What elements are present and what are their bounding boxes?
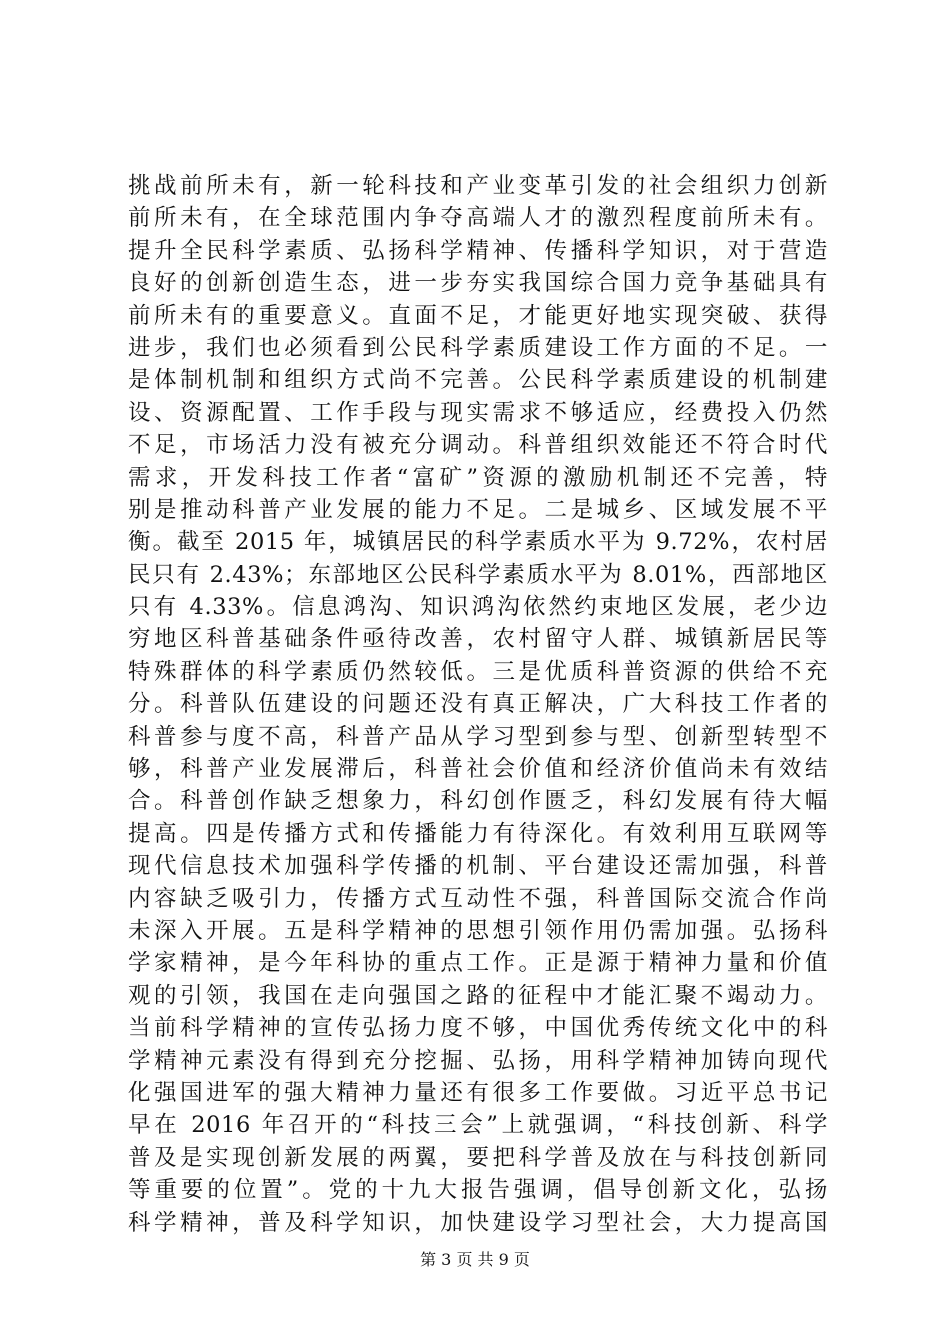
text-line: 只有 4.33%。信息鸿沟、知识鸿沟依然约束地区发展，老少边	[128, 594, 828, 621]
body-text	[128, 170, 828, 1239]
text-line: 等重要的位置”。党的十九大报告强调，倡导创新文化，弘扬	[128, 1177, 828, 1204]
text-line: 挑战前所未有，新一轮科技和产业变革引发的社会组织力创新	[128, 173, 828, 199]
text-line: 学家精神，是今年科协的重点工作。正是源于精神力量和价值	[128, 950, 828, 977]
text-line: 是体制机制和组织方式尚不完善。公民科学素质建设的机制建	[128, 367, 828, 394]
text-line: 未深入开展。五是科学精神的思想引领作用仍需加强。弘扬科	[128, 917, 828, 944]
text-line: 观的引领，我国在走向强国之路的征程中才能汇聚不竭动力。	[128, 982, 828, 1009]
text-line: 提高。四是传播方式和传播能力有待深化。有效利用互联网等	[128, 820, 828, 847]
text-line: 内容缺乏吸引力，传播方式互动性不强，科普国际交流合作尚	[128, 885, 828, 912]
text-line: 设、资源配置、工作手段与现实需求不够适应，经费投入仍然	[128, 399, 828, 426]
text-line: 学精神元素没有得到充分挖掘、弘扬，用科学精神加铸向现代	[128, 1047, 828, 1074]
text-line: 分。科普队伍建设的问题还没有真正解决，广大科技工作者的	[128, 691, 828, 718]
text-line: 科学精神，普及科学知识，加快建设学习型社会，大力提高国	[128, 1209, 828, 1236]
text-line: 需求，开发科技工作者“富矿”资源的激励机制还不完善，特	[128, 464, 828, 491]
text-line: 合。科普创作缺乏想象力，科幻创作匮乏，科幻发展有待大幅	[128, 788, 828, 815]
text-line: 早在 2016 年召开的“科技三会”上就强调，“科技创新、科学	[128, 1112, 828, 1139]
text-line: 别是推动科普产业发展的能力不足。二是城乡、区域发展不平	[128, 496, 828, 523]
text-line: 现代信息技术加强科学传播的机制、平台建设还需加强，科普	[128, 853, 828, 880]
text-line: 提升全民科学素质、弘扬科学精神、传播科学知识，对于营造	[128, 237, 828, 264]
text-line: 科普参与度不高，科普产品从学习型到参与型、创新型转型不	[128, 723, 828, 750]
text-line: 特殊群体的科学素质仍然较低。三是优质科普资源的供给不充	[128, 658, 828, 685]
text-line: 够，科普产业发展滞后，科普社会价值和经济价值尚未有效结	[128, 756, 828, 783]
text-line: 前所未有的重要意义。直面不足，才能更好地实现突破、获得	[128, 302, 828, 329]
text-line: 普及是实现创新发展的两翼，要把科学普及放在与科技创新同	[128, 1144, 828, 1171]
text-line: 良好的创新创造生态，进一步夯实我国综合国力竞争基础具有	[128, 270, 828, 297]
text-line: 化强国进军的强大精神力量还有很多工作要做。习近平总书记	[128, 1079, 828, 1106]
text-line: 穷地区科普基础条件亟待改善，农村留守人群、城镇新居民等	[128, 626, 828, 653]
text-line: 当前科学精神的宣传弘扬力度不够，中国优秀传统文化中的科	[128, 1015, 828, 1042]
text-line: 民只有 2.43%；东部地区公民科学素质水平为 8.01%，西部地区	[128, 561, 828, 588]
text-line: 不足，市场活力没有被充分调动。科普组织效能还不符合时代	[128, 432, 828, 459]
text-line: 衡。截至 2015 年，城镇居民的科学素质水平为 9.72%，农村居	[128, 529, 828, 556]
text-line: 前所未有，在全球范围内争夺高端人才的激烈程度前所未有。	[128, 205, 828, 232]
text-line: 进步，我们也必须看到公民科学素质建设工作方面的不足。一	[128, 334, 828, 361]
page-footer: 第 3 页 共 9 页	[420, 1250, 530, 1269]
